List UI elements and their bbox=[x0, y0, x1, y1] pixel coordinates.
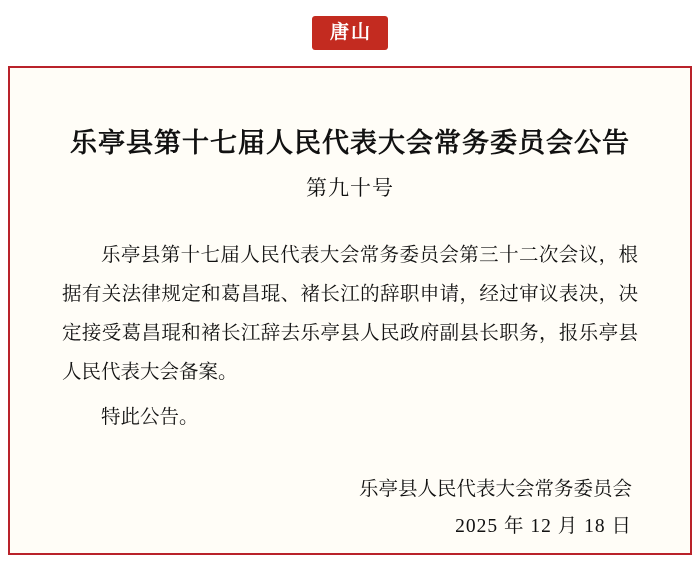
body-paragraph-1: 乐亭县第十七届人民代表大会常务委员会第三十二次会议，根据有关法律规定和葛昌琨、褚长江的辞职申请，经过审议表决，决定接受葛昌琨和褚长江辞去乐亭县人民政府副县长职务，报乐亭县人民代表大会备案。 bbox=[62, 245, 638, 384]
region-badge-row bbox=[0, 0, 700, 66]
signature-date: 2025 年 12 月 18 日 bbox=[455, 516, 632, 538]
region-badge: 唐山 bbox=[312, 16, 388, 50]
announcement-card bbox=[8, 66, 692, 555]
signature-block bbox=[62, 471, 638, 545]
document-number: 第九十号 bbox=[306, 176, 394, 201]
signature-issuer: 乐亭县人民代表大会常务委员会 bbox=[358, 479, 632, 501]
page-title: 乐亭县第十七届人民代表大会常务委员会公告 bbox=[70, 128, 630, 158]
body-paragraph-2: 特此公告。 bbox=[101, 407, 199, 429]
document-body bbox=[62, 236, 638, 437]
